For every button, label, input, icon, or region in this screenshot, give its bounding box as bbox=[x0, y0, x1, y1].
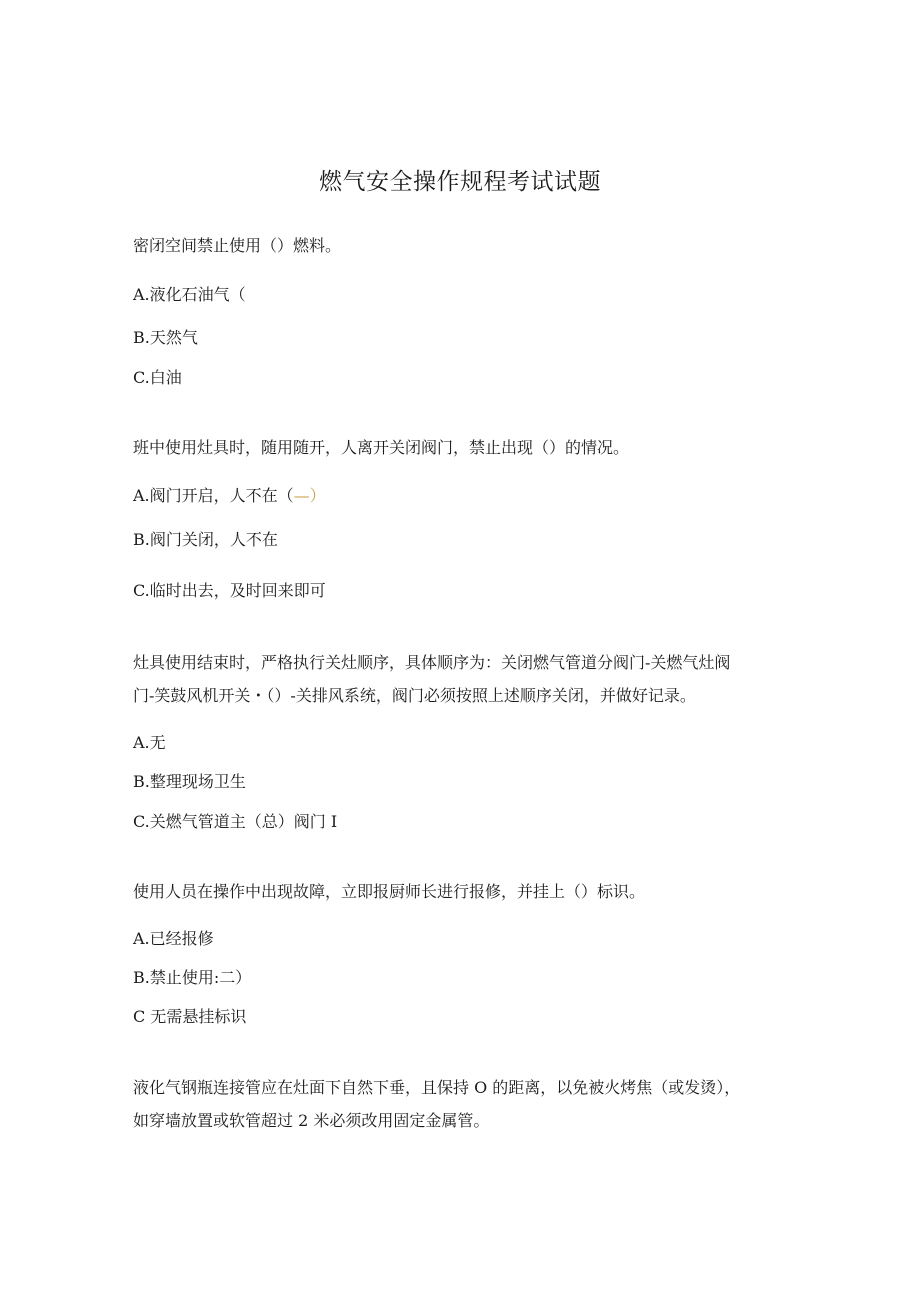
question-3-stem-line-1: 灶具使用结束时，严格执行关灶顺序，具体顺序为：关闭燃气管道分阀门-关燃气灶阀 bbox=[133, 653, 731, 672]
question-4-option-a: A.已经报修 bbox=[133, 929, 214, 948]
question-4-option-c: C 无需悬挂标识 bbox=[133, 1007, 247, 1026]
question-2-option-a bbox=[133, 485, 326, 507]
question-3-stem-line-2: 门-笑鼓风机开关・（）-关排风系统，阀门必须按照上述顺序关闭，并做好记录。 bbox=[133, 686, 696, 705]
question-4-option-b: B.禁止使用:二） bbox=[133, 968, 252, 987]
question-3-option-b: B.整理现场卫生 bbox=[133, 772, 246, 791]
question-3-option-a: A.无 bbox=[133, 733, 166, 752]
question-1-stem: 密闭空间禁止使用（）燃料。 bbox=[133, 236, 342, 255]
question-1-option-b: B.天然气 bbox=[133, 328, 198, 347]
question-1-option-c: C.白油 bbox=[133, 368, 182, 387]
question-4-stem: 使用人员在操作中出现故障，立即报厨师长进行报修，并挂上（）标识。 bbox=[133, 882, 646, 901]
question-1-option-a: A.液化石油气（ bbox=[133, 285, 246, 304]
question-5-stem-line-2: 如穿墙放置或软管超过 2 米必须改用固定金属管。 bbox=[133, 1111, 490, 1130]
exam-title: 燃气安全操作规程考试试题 bbox=[319, 169, 601, 195]
question-2-stem: 班中使用灶具时，随用随开，人离开关闭阀门，禁止出现（）的情况。 bbox=[133, 438, 630, 457]
question-5-stem-line-1: 液化气钢瓶连接管应在灶面下自然下垂，且保持 O 的距离，以免被火烤焦（或发烫）， bbox=[133, 1078, 741, 1097]
question-2-option-b: B.阀门关闭，人不在 bbox=[133, 530, 278, 549]
question-2-option-a-blank: —） bbox=[293, 486, 326, 505]
question-3-option-c: C.关燃气管道主（总）阀门 I bbox=[133, 812, 338, 831]
question-2-option-a-text: A.阀门开启，人不在（ bbox=[133, 486, 294, 505]
question-2-option-c: C.临时出去，及时回来即可 bbox=[133, 581, 326, 600]
